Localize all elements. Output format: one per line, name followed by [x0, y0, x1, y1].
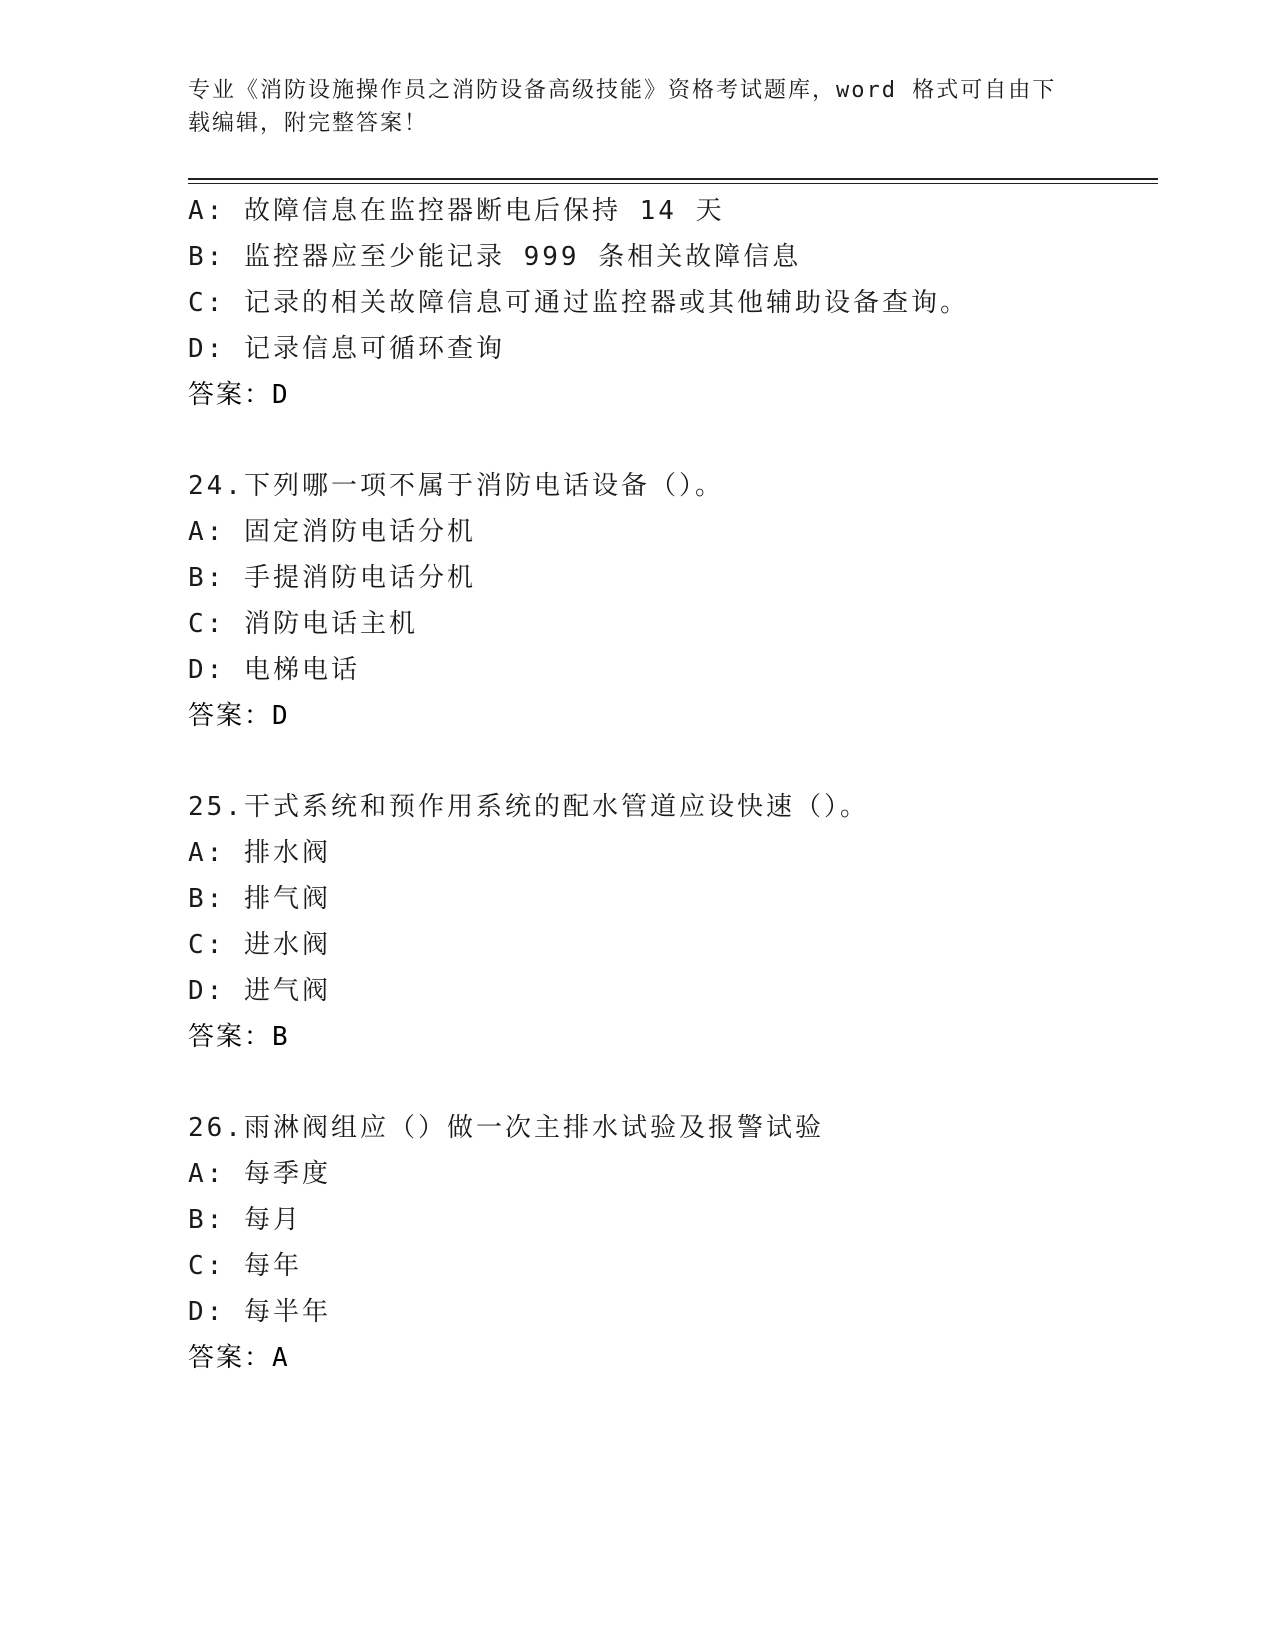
question-25 — [188, 784, 1158, 1060]
option-b: B: 每月 — [188, 1205, 302, 1235]
option-a: A: 每季度 — [188, 1159, 331, 1189]
option-a: A: 固定消防电话分机 — [188, 517, 476, 547]
option-b: B: 排气阀 — [188, 884, 331, 914]
option-c: C: 每年 — [188, 1251, 302, 1281]
header-line-2: 载编辑，附完整答案！ — [188, 111, 429, 136]
question-26 — [188, 1105, 1158, 1381]
question-continued — [188, 188, 1158, 418]
option-a: A: 故障信息在监控器断电后保持 14 天 — [188, 196, 725, 226]
document-header — [188, 74, 1068, 140]
option-d: D: 进气阀 — [188, 976, 331, 1006]
option-c: C: 记录的相关故障信息可通过监控器或其他辅助设备查询。 — [188, 288, 969, 318]
answer-line: 答案：D — [188, 701, 290, 731]
option-c: C: 消防电话主机 — [188, 609, 418, 639]
spacer — [188, 418, 1158, 463]
spacer — [188, 739, 1158, 784]
question-stem: 24.下列哪一项不属于消防电话设备（）。 — [188, 471, 724, 501]
question-stem: 25.干式系统和预作用系统的配水管道应设快速（）。 — [188, 792, 869, 822]
option-a: A: 排水阀 — [188, 838, 331, 868]
answer-line: 答案：A — [188, 1343, 290, 1373]
option-d: D: 记录信息可循环查询 — [188, 334, 505, 364]
question-list — [188, 188, 1158, 1381]
answer-line: 答案：B — [188, 1022, 290, 1052]
option-d: D: 电梯电话 — [188, 655, 360, 685]
header-divider-thin — [188, 183, 1158, 184]
spacer — [188, 1060, 1158, 1105]
question-24 — [188, 463, 1158, 739]
header-divider-thick — [188, 178, 1158, 180]
option-b: B: 监控器应至少能记录 999 条相关故障信息 — [188, 242, 802, 272]
option-c: C: 进水阀 — [188, 930, 331, 960]
header-line-1: 专业《消防设施操作员之消防设备高级技能》资格考试题库，word 格式可自由下 — [188, 78, 1057, 103]
answer-line: 答案：D — [188, 380, 290, 410]
option-d: D: 每半年 — [188, 1297, 331, 1327]
option-b: B: 手提消防电话分机 — [188, 563, 476, 593]
question-stem: 26.雨淋阀组应（）做一次主排水试验及报警试验 — [188, 1113, 824, 1143]
